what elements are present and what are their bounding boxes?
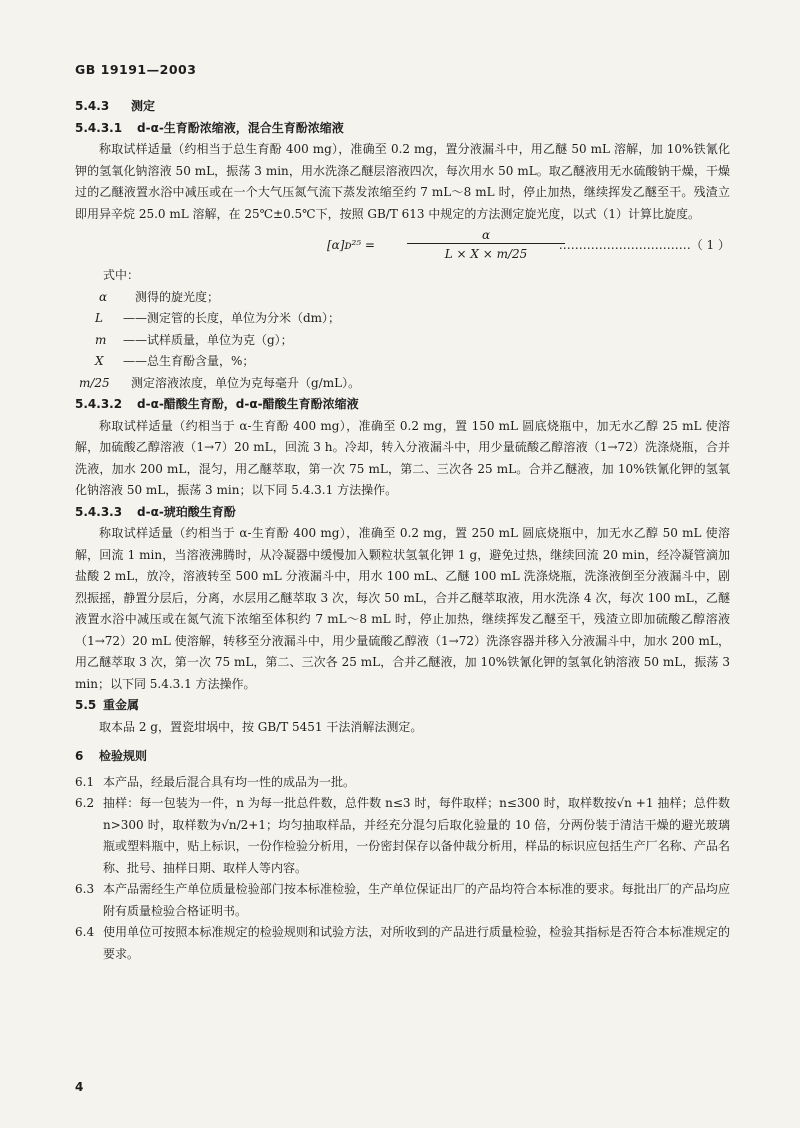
clause-number: 6.4 [75, 925, 95, 939]
equation-number: ……………………………（ 1 ） [558, 238, 730, 252]
formula-lhs: [α]ᴅ²⁵ = [327, 238, 375, 252]
section-title: d-α-生育酚浓缩液，混合生育酚浓缩液 [137, 120, 344, 135]
paragraph-5-4-3-1: 称取试样适量（约相当于总生育酚 400 mg），准确至 0.2 mg，置分液漏斗中，用乙醚 50 mL 溶解，加 10%铁氰化钾的氢氧化钠溶液 50 mL，振荡 3 min，用水洗涤乙醚层溶液四次，每次用水 50 mL。取乙醚液用无水硫酸钠干燥，干燥过的乙醚液置水浴中减压或在一个大气压氮气流下蒸发浓缩至约 7 mL～8 mL 时，停止加热，继续挥发乙醚至干。残渣立即用异辛烷 25.0 mL 溶解，在 25℃±0.5℃下，按照 GB/T 613 中规定的方法测定旋光度，以式（1）计算比旋度。 [75, 142, 730, 221]
clause-number: 6.2 [75, 796, 95, 810]
section-heading-5-4-3-2 [75, 394, 730, 416]
clause-number: 6.3 [75, 882, 95, 896]
definition-text: 测得的旋光度； [135, 289, 220, 304]
paragraph-5-4-3-3: 称取试样适量（约相当于 α-生育酚 400 mg），准确至 0.2 mg，置 250 mL 圆底烧瓶中，加无水乙醇 50 mL 使溶解，回流 1 min，当溶液沸腾时，从冷凝器中缓慢加入颗粒状氢氧化钾 1 g，避免过热，继续回流 20 min，经冷凝管滴加盐酸 2 mL，放冷，溶液转至 500 mL 分液漏斗中，用水 100 mL、乙醚 100 mL 洗涤烧瓶，洗涤液倒至分液漏斗中，剧烈振摇，静置分层后，分离，水层用乙醚萃取 3 次，每次 50 mL，合并乙醚萃取液，用水洗涤 4 次，每次 100 mL，乙醚液置水浴中减压或在氮气流下浓缩至体积约 7 mL～8 mL 时，停止加热，继续挥发乙醚至干，残渣立即加硫酸乙醇溶液（1→72）20 mL 使溶解，转移至分液漏斗中，用少量硫酸乙醇液（1→72）洗涤容器并移入分液漏斗中，加水 200 mL，用乙醚萃取 3 次，第一次 75 mL，第二、三次各 25 mL，合并乙醚液，加 10%铁氰化钾的氢氧化钠溶液 50 mL，振荡 3 min；以下同 5.4.3.1 方法操作。 [75, 526, 730, 691]
document-body [75, 96, 730, 965]
definition-text: ——总生育酚含量，%； [123, 354, 255, 368]
paragraph-5-4-3-2: 称取试样适量（约相当于 α-生育酚 400 mg），准确至 0.2 mg，置 150 mL 圆底烧瓶中，加无水乙醇 25 mL 使溶解，加硫酸乙醇溶液（1→7）20 mL，回流 3 h。冷却，转入分液漏斗中，用少量硫酸乙醇溶液（1→72）洗涤烧瓶，合并洗液，加水 200 mL，混匀，用乙醚萃取，第一次 75 mL，第二、三次各 25 mL。合并乙醚液，加 10%铁氰化钾的氢氧化钠溶液 50 mL，振荡 3 min；以下同 5.4.3.1 方法操作。 [75, 418, 730, 497]
definition-row [75, 373, 730, 395]
standard-number-header: GB 19191—2003 [75, 62, 197, 77]
section-heading-5-4-3-3 [75, 502, 730, 524]
section-heading-5-4-3-1 [75, 118, 730, 140]
section-title: d-α-醋酸生育酚，d-α-醋酸生育酚浓缩液 [137, 397, 359, 411]
section-title: d-α-琥珀酸生育酚 [137, 504, 236, 519]
section-number: 5.4.3.3 [75, 504, 123, 519]
formula-denominator: L × X × m/25 [444, 247, 528, 261]
definition-symbol: m [95, 332, 107, 347]
clause-text: 使用单位可按照本标准规定的检验规则和试验方法，对所收到的产品进行质量检验，检验其指标是否符合本标准规定的要求。 [103, 925, 730, 961]
clause-text: 本产品需经生产单位质量检验部门按本标准检验，生产单位保证出厂的产品均符合本标准的要求。每批出厂的产品均应附有质量检验合格证明书。 [103, 882, 730, 918]
section-number: 6 [75, 749, 84, 763]
formula-specific-rotation [75, 225, 730, 265]
section-title: 重金属 [103, 698, 140, 712]
page-number: 4 [75, 1080, 84, 1094]
section-heading-6 [75, 746, 730, 768]
clause-number: 6.1 [75, 774, 95, 789]
section-number: 5.5 [75, 698, 97, 712]
definition-row [75, 351, 730, 373]
definition-text: 测定溶液浓度，单位为克每毫升（g/mL）。 [131, 375, 361, 390]
definition-symbol: X [95, 354, 104, 368]
clause-6-2 [75, 793, 730, 879]
definition-symbol: α [99, 289, 108, 304]
definition-symbol: m/25 [79, 375, 110, 390]
section-number: 5.4.3.2 [75, 397, 123, 411]
clause-6-1 [75, 772, 730, 794]
definition-row [75, 330, 730, 352]
definition-symbol: L [95, 311, 103, 325]
formula-numerator: α [481, 228, 491, 242]
where-label: 式中： [103, 268, 140, 282]
section-number: 5.4.3 [75, 99, 110, 113]
clause-6-3 [75, 879, 730, 922]
clause-text: 抽样：每一包装为一件，n 为每一批总件数，总件数 n≤3 时，每件取样；n≤300 时，取样数按√n +1 抽样；总件数 n>300 时，取样数为√n/2+1；均匀抽取样品，并经充分混匀后取化验量的 10 倍，分两份装于清洁干燥的避光玻璃瓶或塑料瓶中，贴上标识，一份作检验分析用，一份密封保存以备仲裁分析用，样品的标识应包括生产厂名称、产品名称、批号、抽样日期、取样人等内容。 [103, 796, 730, 875]
definition-row [75, 287, 730, 309]
definition-row [75, 308, 730, 330]
clause-text: 本产品，经最后混合具有均一性的成品为一批。 [103, 774, 356, 789]
definition-text: ——试样质量，单位为克（g）； [123, 332, 293, 347]
clause-6-4 [75, 922, 730, 965]
section-title: 检验规则 [99, 749, 148, 763]
formula-fraction [401, 225, 571, 266]
section-title: 测定 [131, 99, 156, 113]
paragraph-5-5: 取本品 2 g，置瓷坩埚中，按 GB/T 5451 干法消解法测定。 [99, 719, 423, 734]
section-heading-5-5 [75, 695, 730, 717]
definition-text: ——测定管的长度，单位为分米（dm）； [123, 311, 341, 325]
section-number: 5.4.3.1 [75, 120, 123, 135]
section-heading-5-4-3 [75, 96, 730, 118]
